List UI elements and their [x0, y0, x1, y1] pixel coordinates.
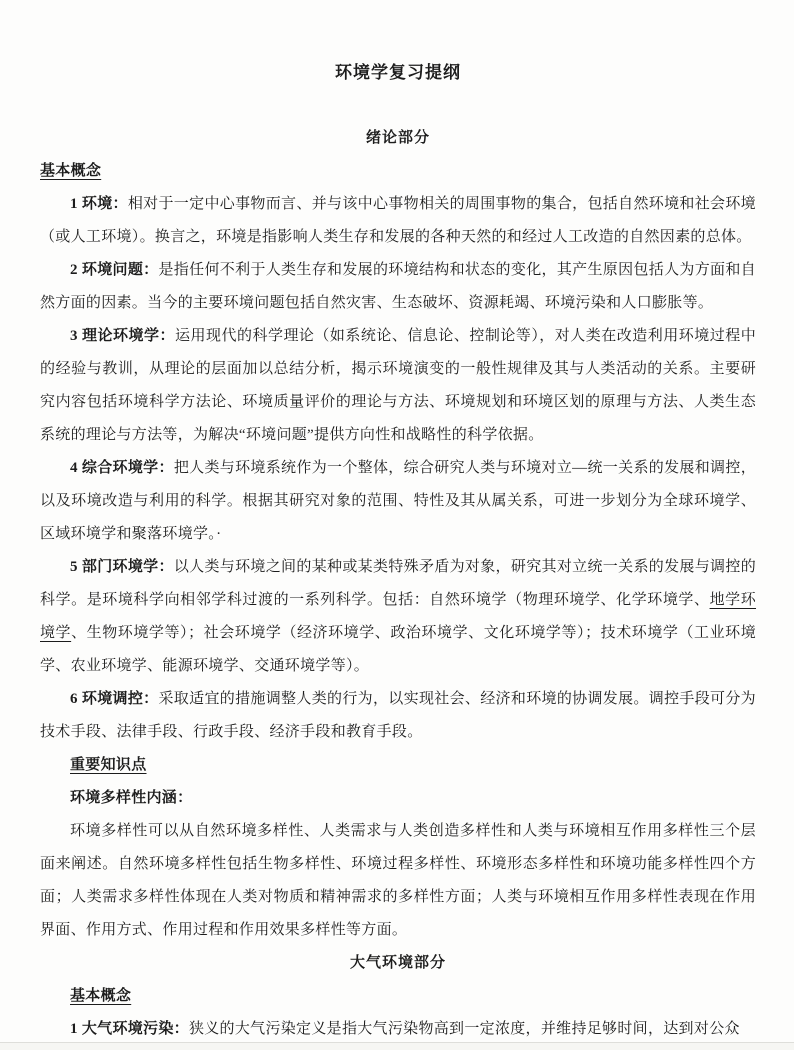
- term-label: 2 环境问题：: [70, 262, 159, 278]
- term-sectoral-environmentology: [40, 551, 756, 683]
- page-bottom-edge: [0, 1042, 794, 1050]
- term-definition: 相对于一定中心事物而言、并与该中心事物相关的周围事物的集合，包括自然环境和社会环境（或人工环境）。换言之，环境是指影响人类生存和发展的各种天然的和经过人工改造的自然因素的总体。: [40, 196, 756, 245]
- subsection-key-points: [40, 749, 756, 782]
- term-definition-before: 以人类与环境之间的某种或某类特殊矛盾为对象，研究其对立统一关系的发展与调控的科学。是环境科学向相邻学科过渡的一系列科学。包括：自然环境学（物理环境学、化学环境学、: [40, 559, 757, 608]
- section-heading-atmosphere: 大气环境部分: [349, 955, 446, 971]
- section-heading-intro: 绪论部分: [365, 130, 430, 146]
- underlined-term-geoscience-environmentology: 地学环境学: [40, 592, 757, 641]
- term-theoretical-environmentology: [40, 320, 756, 452]
- subsection-basic-concepts-atmosphere: [40, 980, 756, 1013]
- term-label: 5 部门环境学：: [70, 559, 174, 575]
- term-comprehensive-environmentology: [40, 452, 756, 551]
- term-definition: 是指任何不利于人类生存和发展的环境结构和状态的变化，其产生原因包括人为方面和自然方面的因素。当今的主要环境问题包括自然灾害、生态破坏、资源耗竭、环境污染和人口膨胀等。: [40, 262, 756, 311]
- term-label: 3 理论环境学：: [70, 328, 175, 344]
- term-environment: [40, 188, 756, 254]
- term-definition: 运用现代的科学理论（如系统论、信息论、控制论等），对人类在改造利用环境过程中的经验与教训，从理论的层面加以总结分析，揭示环境演变的一般性规律及其与人类活动的关系。主要研究内容包括环境科学方法论、环境质量评价的理论与方法、环境规划和环境区划的原理与方法、人类生态系统的理论与方法等，为解决“环境问题”提供方向性和战略性的科学依据。: [40, 328, 756, 443]
- term-label: 6 环境调控：: [70, 691, 159, 707]
- term-label: 4 综合环境学：: [70, 460, 174, 476]
- term-environment-problem: [40, 254, 756, 320]
- basic-concepts-label: 基本概念: [40, 163, 102, 179]
- document-title: 环境学复习提纲: [335, 63, 461, 82]
- key-points-label: 重要知识点: [70, 757, 147, 773]
- term-label: 1 大气环境污染：: [70, 1021, 189, 1037]
- basic-concepts-label: 基本概念: [70, 988, 132, 1004]
- subsection-environment-diversity: [40, 782, 756, 815]
- term-label: 1 环境：: [70, 196, 128, 212]
- term-definition-after: 、生物环境学等）；社会环境学（经济环境学、政治环境学、文化环境学等）；技术环境学（工业环境学、农业环境学、能源环境学、交通环境学等）。: [40, 625, 756, 674]
- diversity-heading-label: 环境多样性内涵：: [70, 790, 193, 806]
- term-environment-regulation: [40, 683, 756, 749]
- paragraph-environment-diversity: 环境多样性可以从自然环境多样性、人类需求与人类创造多样性和人类与环境相互作用多样性三个层面来阐述。自然环境多样性包括生物多样性、环境过程多样性、环境形态多样性和环境功能多样性四个方面；人类需求多样性体现在人类对物质和精神需求的多样性方面；人类与环境相互作用多样性表现在作用界面、作用方式、作用过程和作用效果多样性等方面。: [40, 823, 756, 938]
- term-definition: 狭义的大气污染定义是指大气污染物高到一定浓度，并维持足够时间，达到对公众: [188, 1021, 740, 1037]
- term-definition: 采取适宜的措施调整人类的行为，以实现社会、经济和环境的协调发展。调控手段可分为技术手段、法律手段、行政手段、经济手段和教育手段。: [40, 691, 756, 740]
- term-definition: 把人类与环境系统作为一个整体，综合研究人类与环境对立—统一关系的发展和调控，以及环境改造与利用的科学。根据其研究对象的范围、特性及其从属关系，可进一步划分为全球环境学、区域环境学和聚落环境学。·: [40, 460, 757, 542]
- subsection-basic-concepts-intro: [40, 155, 756, 188]
